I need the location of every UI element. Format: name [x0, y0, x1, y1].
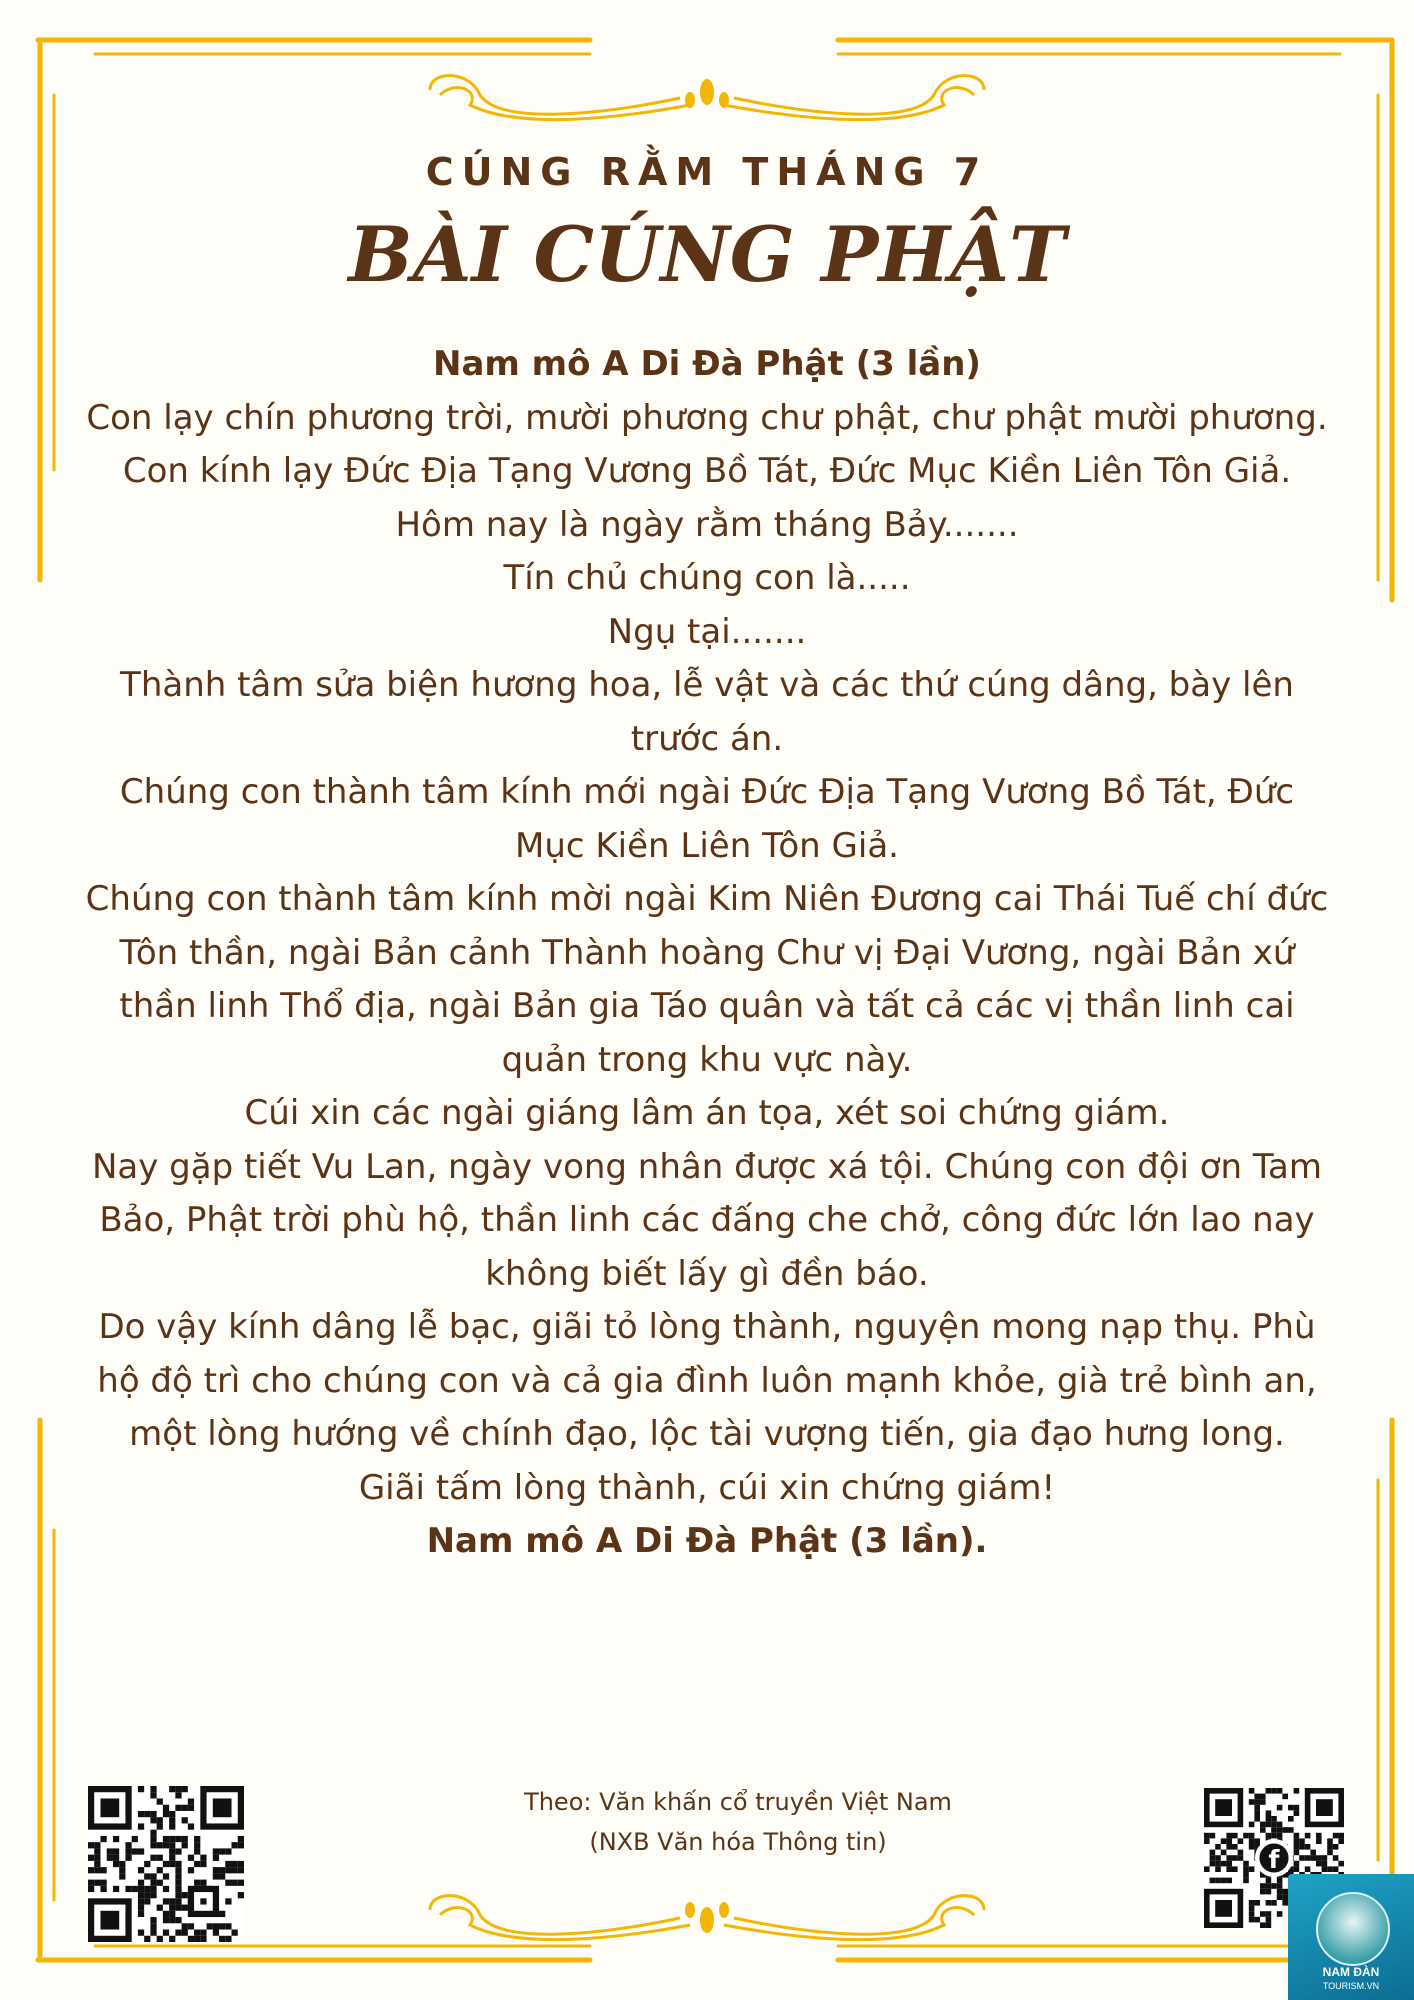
- prayer-line: Chúng con thành tâm kính mới ngài Đức Địa Tạng Vương Bồ Tát, Đức Mục Kiền Liên Tôn Giả.: [119, 772, 1295, 866]
- source-line-1: Theo: Văn khấn cổ truyền Việt Nam: [524, 1788, 952, 1816]
- qr-code-left[interactable]: [88, 1786, 244, 1942]
- source-note: [400, 1782, 1076, 1862]
- prayer-line: Con kính lạy Đức Địa Tạng Vương Bồ Tát, Đức Mục Kiền Liên Tôn Giả.: [122, 451, 1292, 491]
- prayer-text: [85, 338, 1329, 1569]
- prayer-line: Tín chủ chúng con là.....: [503, 558, 911, 598]
- prayer-line: Cúi xin các ngài giáng lâm án tọa, xét soi chứng giám.: [244, 1093, 1170, 1133]
- svg-text:f: f: [1268, 1845, 1280, 1875]
- prayer-line: Hôm nay là ngày rằm tháng Bảy.......: [395, 504, 1019, 545]
- logo-site: TOURISM.VN: [1322, 1981, 1380, 1991]
- prayer-line: Ngụ tại.......: [607, 611, 807, 652]
- nam-dan-tourism-logo: [1288, 1874, 1414, 2000]
- prayer-line: Thành tâm sửa biện hương hoa, lễ vật và các thứ cúng dâng, bày lên trước án.: [120, 665, 1294, 759]
- page-subtitle: CÚNG RẰM THÁNG 7: [425, 150, 989, 194]
- source-line-2: (NXB Văn hóa Thông tin): [589, 1828, 887, 1856]
- logo-text: [1288, 1966, 1414, 1993]
- logo-brand: NAM ĐÀN: [1322, 1965, 1380, 1979]
- logo-emblem-icon: [1316, 1892, 1390, 1966]
- prayer-opening: Nam mô A Di Đà Phật (3 lần): [433, 344, 981, 384]
- prayer-line: Chúng con thành tâm kính mời ngài Kim Niên Đương cai Thái Tuế chí đức Tôn thần, ngài Bản cảnh Thành hoàng Chư vị Đại Vương, ngài Bản xứ thần linh Thổ địa, ngài Bản gia Táo quân và tất cả các vị thần linh cai quản trong khu vực này.: [85, 879, 1329, 1080]
- prayer-line: Giãi tấm lòng thành, cúi xin chứng giám!: [358, 1467, 1056, 1508]
- page-title: BÀI CÚNG PHẬT: [348, 210, 1066, 299]
- prayer-closing: Nam mô A Di Đà Phật (3 lần).: [426, 1521, 988, 1561]
- prayer-line: Do vậy kính dâng lễ bạc, giãi tỏ lòng thành, nguyện mong nạp thụ. Phù hộ độ trì cho chúng con và cả gia đình luôn mạnh khỏe, già trẻ bình an, một lòng hướng về chính đạo, lộc tài vượng tiến, gia đạo hưng long.: [97, 1307, 1317, 1454]
- prayer-line: Con lạy chín phương trời, mười phương chư phật, chư phật mười phương.: [86, 397, 1328, 438]
- prayer-line: Nay gặp tiết Vu Lan, ngày vong nhân được xá tội. Chúng con đội ơn Tam Bảo, Phật trời phù hộ, thần linh các đấng che chở, công đức lớn lao nay không biết lấy gì đền báo.: [91, 1146, 1323, 1294]
